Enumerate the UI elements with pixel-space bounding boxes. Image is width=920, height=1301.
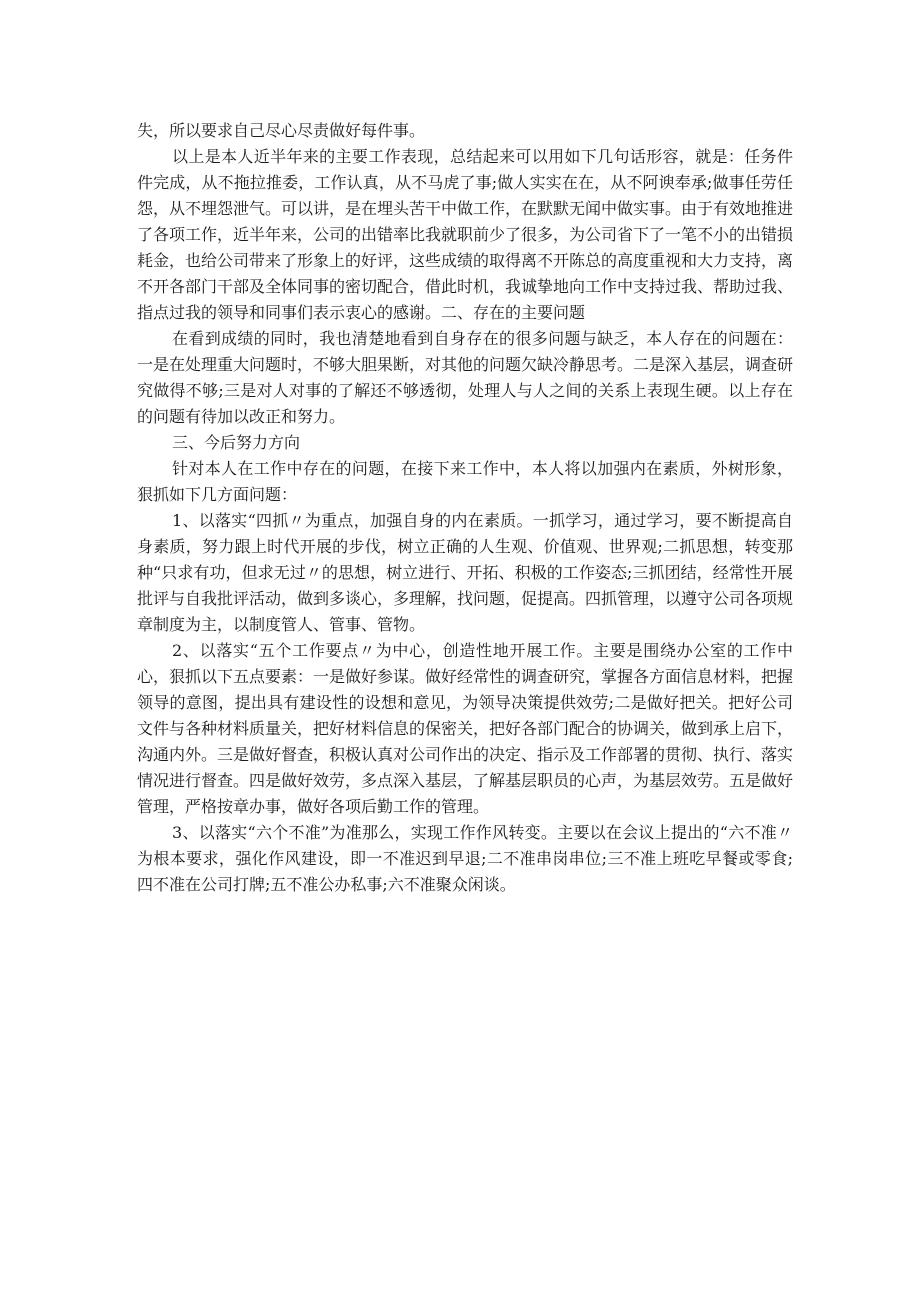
paragraph-work-summary: 以上是本人近半年来的主要工作表现，总结起来可以用如下几句话形容，就是：任务件件完成，从不拖拉推委，工作认真，从不马虎了事;做人实实在在，从不阿谀奉承;做事任劳任怨，从不埋怨泄气。可以讲，是在埋头苦干中做工作，在默默无闻中做实事。由于有效地推进了各项工作，近半年来，公司的出错率比我就职前少了很多，为公司省下了一笔不小的出错损耗金，也给公司带来了形象上的好评，这些成绩的取得离不开陈总的高度重视和大力支持，离不开各部门干部及全体同事的密切配合，借此时机，我诚挚地向工作中支持过我、帮助过我、指点过我的领导和同事们表示衷心的感谢。二、存在的主要问题 [137,147,794,322]
document-body [137,118,793,898]
paragraph-existing-problems: 在看到成绩的同时，我也清楚地看到自身存在的很多问题与缺乏，本人存在的问题在：一是在处理重大问题时，不够大胆果断，对其他的问题欠缺冷静思考。二是深入基层，调查研究做得不够;三是对人对事的了解还不够透彻，处理人与人之间的关系上表现生硬。以上存在的问题有待加以改正和努力。 [137,329,794,426]
section-heading-future-direction: 三、今后努力方向 [172,433,301,452]
paragraph-item-1: 1、以落实“四抓〃为重点，加强自身的内在素质。一抓学习，通过学习，要不断提高自身素质，努力跟上时代开展的步伐，树立正确的人生观、价值观、世界观;二抓思想，转变那种“只求有功，但求无过〃的思想，树立进行、开拓、积极的工作姿态;三抓团结，经常性开展批评与自我批评活动，做到多谈心，多理解，找问题，促提高。四抓管理，以遵守公司各项规章制度为主，以制度管人、管事、管物。 [137,511,794,634]
paragraph-future-intro: 针对本人在工作中存在的问题，在接下来工作中，本人将以加强内在素质，外树形象，狠抓如下几方面问题： [137,459,793,504]
paragraph-item-3: 3、以落实“六个不准”为准那么，实现工作作风转变。主要以在会议上提出的“六不准〃为根本要求，强化作风建设，即一不准迟到早退;二不准串岗串位;三不准上班吃早餐或零食;四不准在公司打牌;五不准公办私事;六不准聚众闲谈。 [137,823,793,894]
paragraph-continuation: 失，所以要求自己尽心尽责做好每件事。 [137,121,426,140]
paragraph-item-2: 2、以落实“五个工作要点〃为中心，创造性地开展工作。主要是围绕办公室的工作中心，狠抓以下五点要素：一是做好参谋。做好经常性的调查研究，掌握各方面信息材料，把握领导的意图，提出具有建设性的设想和意见，为领导决策提供效劳;二是做好把关。把好公司文件与各种材料质量关，把好材料信息的保密关，把好各部门配合的协调关，做到承上启下，沟通内外。三是做好督查，积极认真对公司作出的决定、指示及工作部署的贯彻、执行、落实情况进行督查。四是做好效劳，多点深入基层，了解基层职员的心声，为基层效劳。五是做好管理，严格按章办事，做好各项后勤工作的管理。 [137,641,794,816]
